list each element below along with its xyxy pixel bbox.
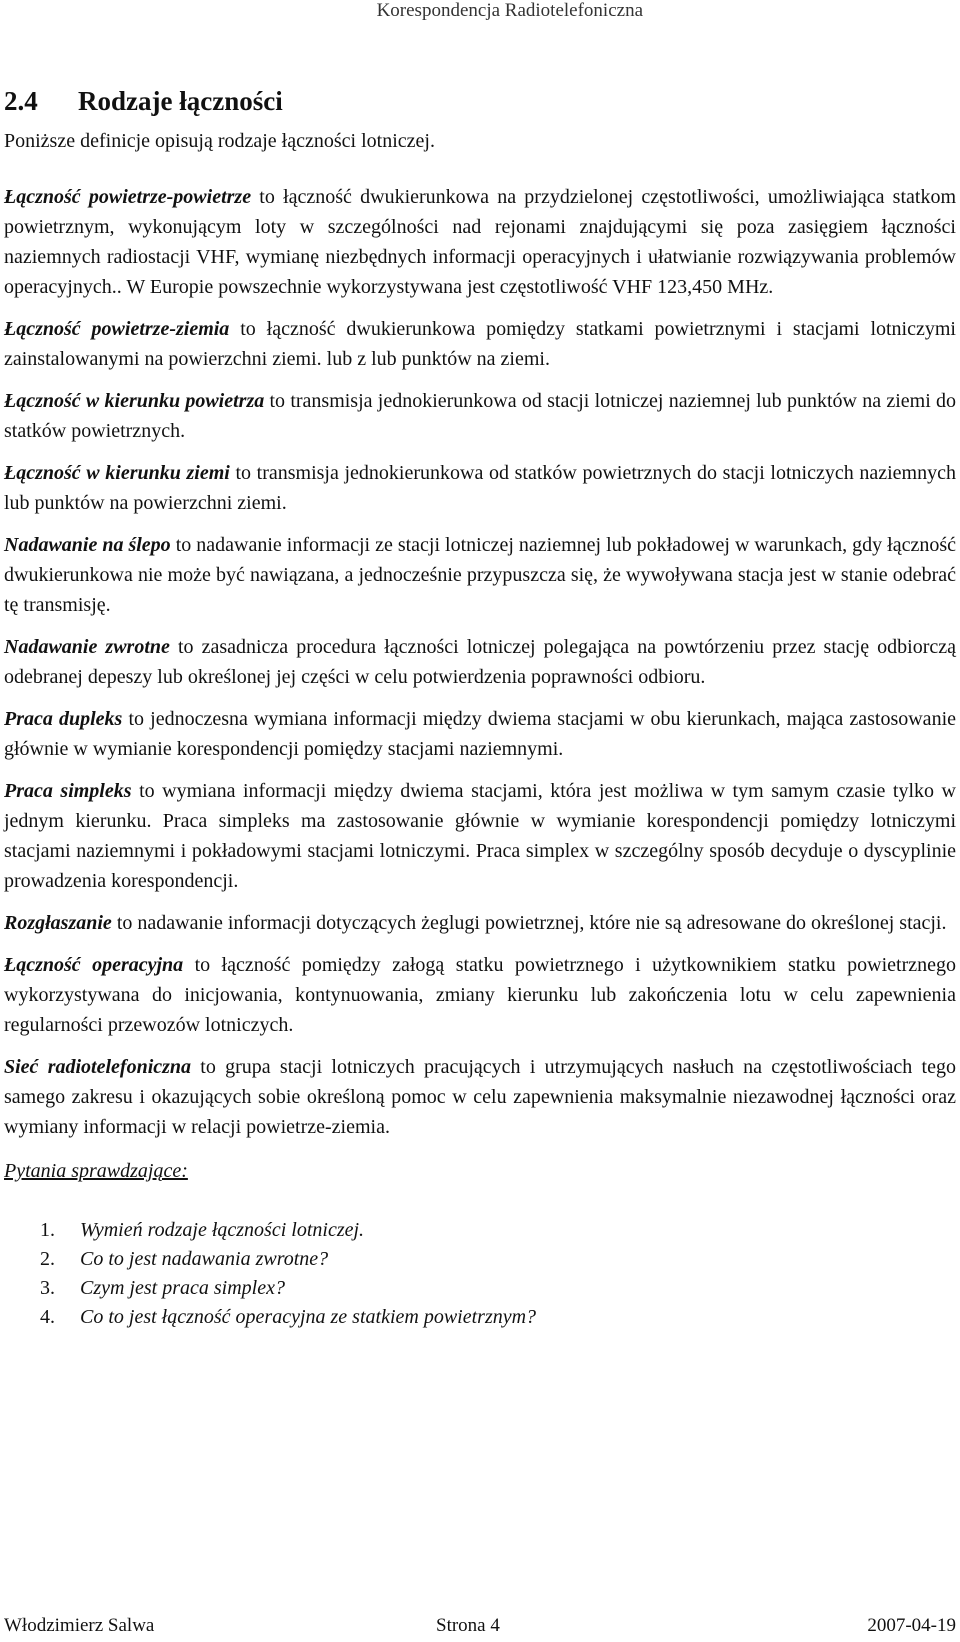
definition-paragraph (4, 704, 956, 764)
definition-term: Nadawanie na ślepo (4, 534, 171, 556)
definition-paragraph (4, 632, 956, 692)
question-item (4, 1274, 956, 1303)
definition-text: to jednoczesna wymiana informacji między dwiema stacjami w obu kierunkach, mająca zastosowanie głównie w wymianie korespondencji pomiędzy stacjami naziemnymi. (4, 708, 956, 760)
question-number: 4. (40, 1306, 55, 1328)
question-text: Wymień rodzaje łączności lotniczej. (80, 1219, 365, 1241)
section-number: 2.4 (4, 86, 38, 116)
section-heading (4, 84, 956, 118)
question-number: 2. (40, 1248, 55, 1270)
definition-paragraph (4, 908, 956, 938)
definition-paragraph (4, 950, 956, 1040)
intro-paragraph: Poniższe definicje opisują rodzaje łączności lotniczej. (4, 130, 435, 152)
definition-text: to nadawanie informacji dotyczących żeglugi powietrznej, które nie są adresowane do określonej stacji. (111, 912, 947, 934)
definition-term: Łączność powietrze-powietrze (4, 186, 252, 208)
definition-text: to zasadnicza procedura łączności lotniczej polegająca na powtórzeniu przez stację odbiorczą odebranej depeszy lub określonej jej części w celu potwierdzenia poprawności odbioru. (4, 636, 956, 688)
section-title: Rodzaje łączności (78, 86, 283, 116)
footer-date: 2007-04-19 (867, 1615, 956, 1636)
question-text: Czym jest praca simplex? (80, 1277, 285, 1299)
definition-text: to łączność dwukierunkowa pomiędzy statkami powietrznymi i stacjami lotniczymi zainstalowanymi na powierzchni ziemi. lub z lub punktów na ziemi. (4, 318, 956, 370)
definition-paragraph (4, 530, 956, 620)
definition-term: Praca simpleks (4, 780, 132, 802)
footer-author: Włodzimierz Salwa (4, 1615, 155, 1636)
footer-page-number: Strona 4 (436, 1615, 500, 1636)
definition-text: to transmisja jednokierunkowa od statków powietrznych do stacji lotniczych naziemnych lub punktów na powierzchni ziemi. (4, 462, 956, 514)
definition-term: Łączność operacyjna (4, 954, 184, 976)
question-item (4, 1303, 956, 1332)
definition-paragraph (4, 776, 956, 896)
question-item (4, 1245, 956, 1274)
definition-text: to łączność pomiędzy załogą statku powietrznego i użytkownikiem statku powietrznego wykorzystywana do inicjowania, kontynuowania, zmiany kierunku lub zakończenia lotu w celu zapewnienia regularności przewozów lotniczych. (4, 954, 956, 1036)
definition-paragraph (4, 1052, 956, 1142)
definition-term: Łączność w kierunku ziemi (4, 462, 230, 484)
definition-term: Sieć radiotelefoniczna (4, 1056, 192, 1078)
definition-term: Łączność powietrze-ziemia (4, 318, 230, 340)
questions-title: Pytania sprawdzające: (4, 1160, 188, 1182)
question-text: Co to jest łączność operacyjna ze statkiem powietrznym? (80, 1306, 537, 1328)
question-number: 1. (40, 1219, 55, 1241)
definitions-list (4, 182, 956, 1142)
running-header-title: Korespondencja Radiotelefoniczna (376, 0, 643, 21)
question-item (4, 1216, 956, 1245)
question-number: 3. (40, 1277, 55, 1299)
questions-list (4, 1216, 956, 1332)
question-text: Co to jest nadawania zwrotne? (80, 1248, 329, 1270)
definition-text: to grupa stacji lotniczych pracujących i utrzymujących nasłuch na częstotliwościach tego samego zakresu i okazujących sobie określoną pomoc w celu zapewnienia maksymalnie niezawodnej łączności oraz wymiany informacji w relacji powietrze-ziemia. (4, 1056, 956, 1138)
running-header (0, 0, 643, 22)
definition-paragraph (4, 386, 956, 446)
definition-paragraph (4, 314, 956, 374)
definition-text: to wymiana informacji między dwiema stacjami, która jest możliwa w tym samym czasie tylko w jednym kierunku. Praca simpleks ma zastosowanie głównie w wymianie korespondencji pomiędzy lotniczymi stacjami naziemnymi i pokładowymi stacjami lotniczymi. Praca simplex w szczególny sposób decyduje o dyscyplinie prowadzenia korespondencji. (4, 780, 956, 892)
definition-term: Łączność w kierunku powietrza (4, 390, 265, 412)
definition-term: Praca dupleks (4, 708, 123, 730)
definition-term: Nadawanie zwrotne (4, 636, 170, 658)
page-content (4, 84, 956, 1332)
definition-text: to nadawanie informacji ze stacji lotniczej naziemnej lub pokładowej w warunkach, gdy łączność dwukierunkowa nie może być nawiązana, a jednocześnie przypuszcza się, że wywoływana stacja jest w stanie odebrać tę transmisję. (4, 534, 956, 616)
definition-term: Rozgłaszanie (4, 912, 112, 934)
definition-text: to łączność dwukierunkowa na przydzielonej częstotliwości, umożliwiająca statkom powietrznym, wykonującym loty w szczególności nad rejonami znajdującymi się poza zasięgiem łączności naziemnych radiostacji VHF, wymianę niezbędnych informacji operacyjnych i ułatwianie rozwiązywania problemów operacyjnych.. W Europie powszechnie wykorzystywana jest częstotliwość VHF 123,450 MHz. (4, 186, 957, 298)
definition-paragraph (4, 458, 956, 518)
definition-paragraph (4, 182, 956, 302)
definition-text: to transmisja jednokierunkowa od stacji lotniczej naziemnej lub punktów na ziemi do statków powietrznych. (4, 390, 956, 442)
